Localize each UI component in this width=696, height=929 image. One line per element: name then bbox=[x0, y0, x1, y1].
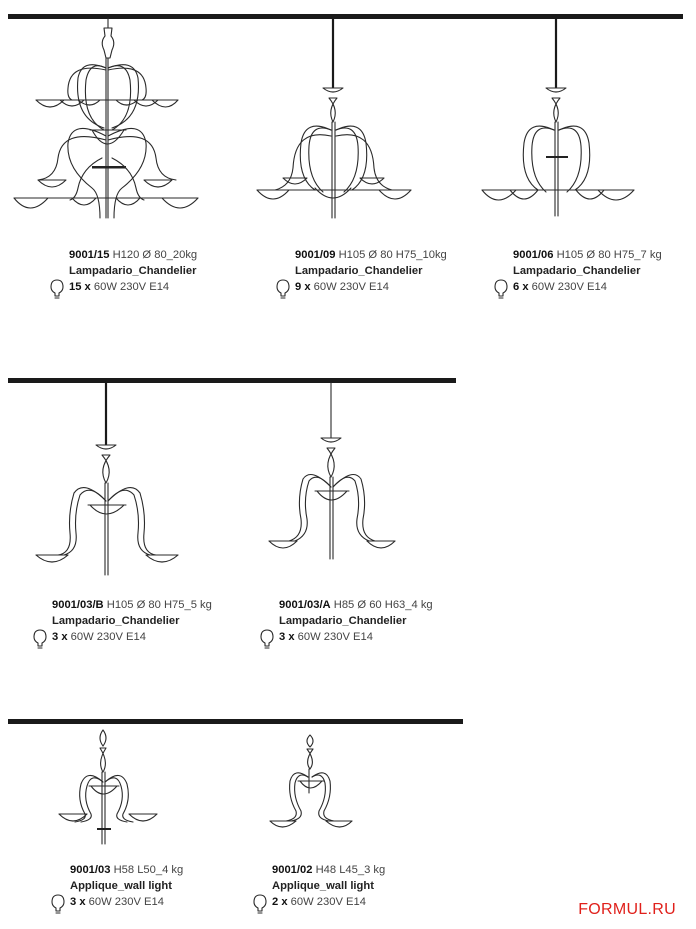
product-code: 9001/09 bbox=[295, 249, 336, 261]
bulb-power: 60W 230V E14 bbox=[93, 280, 170, 293]
product-dimensions: H105 Ø 80 H75_10kg bbox=[338, 249, 447, 261]
light-bulb-icon bbox=[276, 279, 290, 299]
product-type: Applique_wall light bbox=[70, 879, 172, 892]
bulb-power: 60W 230V E14 bbox=[88, 895, 164, 908]
bulb-quantity: 6 x bbox=[513, 280, 529, 293]
product-type: Applique_wall light bbox=[272, 879, 374, 892]
bulb-power: 60W 230V E14 bbox=[313, 280, 389, 293]
product-code: 9001/03/B bbox=[52, 599, 104, 611]
bulb-quantity: 2 x bbox=[272, 895, 288, 908]
chandelier-3-lights-b-illustration bbox=[34, 383, 184, 583]
product-code: 9001/03 bbox=[70, 864, 111, 876]
light-bulb-icon bbox=[33, 629, 47, 649]
light-bulb-icon bbox=[51, 894, 65, 914]
bulb-quantity: 9 x bbox=[295, 280, 311, 293]
bulb-power: 60W 230V E14 bbox=[531, 280, 607, 293]
bulb-quantity: 15 x bbox=[69, 280, 91, 293]
product-code: 9001/03/A bbox=[279, 599, 331, 611]
wall-light-3-illustration bbox=[55, 728, 165, 858]
brand-watermark: FORMUL.RU bbox=[578, 901, 676, 918]
product-type: Lampadario_Chandelier bbox=[295, 264, 423, 277]
light-bulb-icon bbox=[260, 629, 274, 649]
product-type: Lampadario_Chandelier bbox=[279, 614, 407, 627]
spec-9001-09 bbox=[295, 248, 447, 295]
light-bulb-icon bbox=[253, 894, 267, 914]
product-type: Lampadario_Chandelier bbox=[52, 614, 180, 627]
spec-9001-03 bbox=[70, 863, 183, 910]
spec-9001-02 bbox=[272, 863, 385, 910]
bulb-power: 60W 230V E14 bbox=[70, 630, 146, 643]
wall-light-2-illustration bbox=[268, 733, 358, 843]
spec-9001-15 bbox=[69, 248, 197, 295]
product-code: 9001/15 bbox=[69, 249, 110, 261]
bulb-quantity: 3 x bbox=[52, 630, 68, 643]
product-dimensions: H120 Ø 80_20kg bbox=[112, 249, 198, 261]
product-dimensions: H105 Ø 80 H75_5 kg bbox=[106, 599, 212, 611]
spec-9001-03-b bbox=[52, 598, 212, 645]
product-dimensions: H85 Ø 60 H63_4 kg bbox=[333, 599, 433, 611]
spec-9001-03-a bbox=[279, 598, 433, 645]
product-dimensions: H58 L50_4 kg bbox=[113, 864, 184, 876]
light-bulb-icon bbox=[494, 279, 508, 299]
bulb-quantity: 3 x bbox=[279, 630, 295, 643]
chandelier-3-lights-a-illustration bbox=[265, 383, 405, 573]
bulb-power: 60W 230V E14 bbox=[297, 630, 373, 643]
row-3-divider bbox=[8, 719, 463, 724]
product-type: Lampadario_Chandelier bbox=[69, 264, 197, 277]
spec-9001-06 bbox=[513, 248, 662, 295]
product-dimensions: H105 Ø 80 H75_7 kg bbox=[556, 249, 662, 261]
chandelier-9-lights-illustration bbox=[255, 18, 420, 243]
bulb-quantity: 3 x bbox=[70, 895, 86, 908]
product-type: Lampadario_Chandelier bbox=[513, 264, 641, 277]
bulb-power: 60W 230V E14 bbox=[290, 895, 366, 908]
light-bulb-icon bbox=[50, 279, 64, 299]
product-dimensions: H48 L45_3 kg bbox=[315, 864, 386, 876]
chandelier-6-lights-illustration bbox=[480, 18, 640, 228]
chandelier-15-lights-illustration bbox=[12, 18, 212, 243]
product-code: 9001/02 bbox=[272, 864, 313, 876]
product-code: 9001/06 bbox=[513, 249, 554, 261]
